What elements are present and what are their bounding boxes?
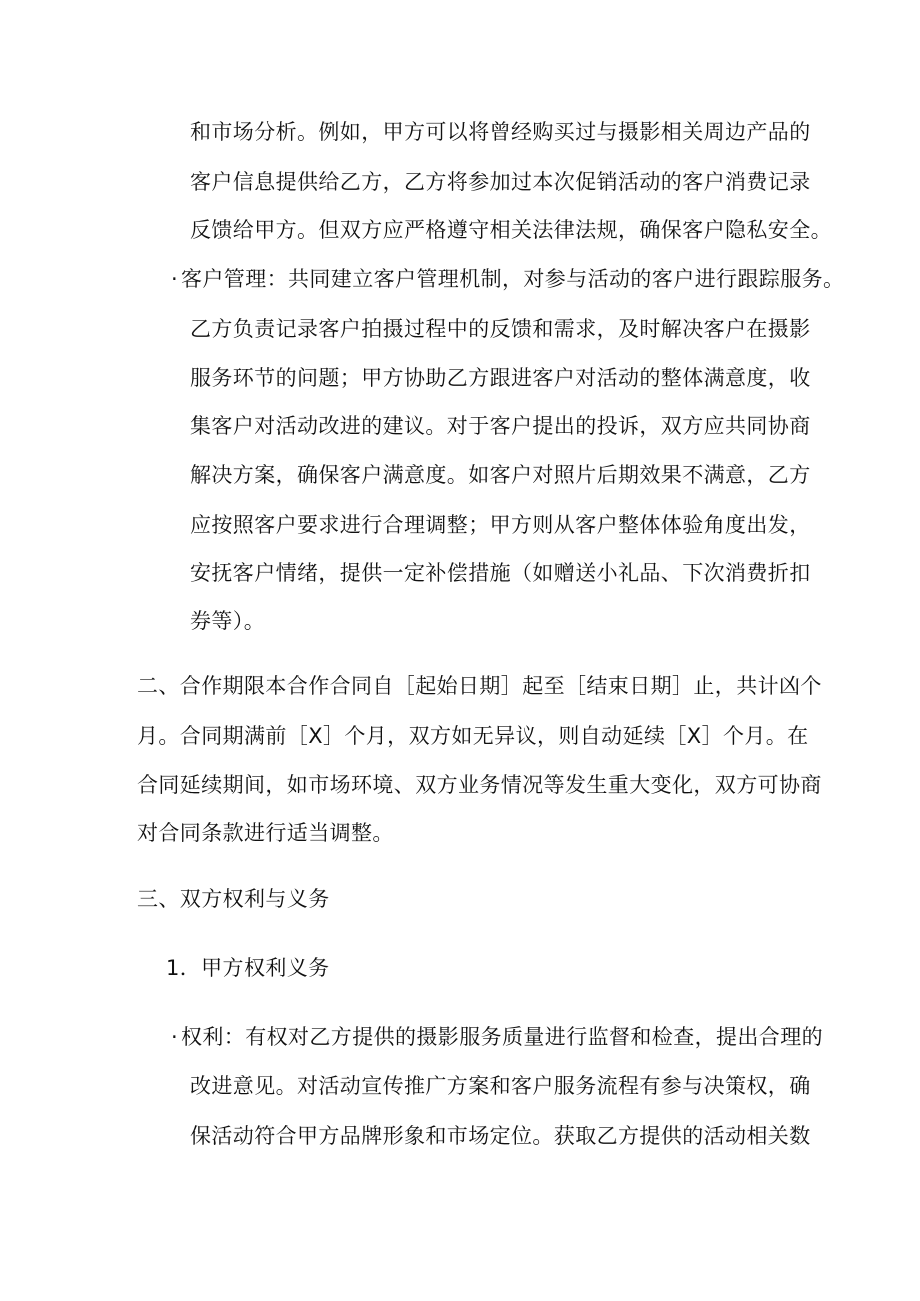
section-paragraph-line: 合同延续期间，如市场环境、双方业务情况等发生重大变化，双方可协商	[137, 773, 822, 797]
section-paragraph-line: 月。合同期满前［X］个月，双方如无异议，则自动延续［X］个月。在	[137, 724, 809, 748]
paragraph-line: 反馈给甲方。但双方应严格遵守相关法律法规，确保客户隐私安全。	[190, 218, 832, 242]
section-heading: 三、双方权利与义务	[137, 887, 330, 911]
paragraph-line: 集客户对活动改进的建议。对于客户提出的投诉，双方应共同协商	[190, 414, 811, 438]
bullet-item-line: 客户管理：共同建立客户管理机制，对参与活动的客户进行跟踪服务。	[181, 267, 845, 291]
paragraph-line: 服务环节的问题；甲方协助乙方跟进客户对活动的整体满意度，收	[190, 366, 811, 390]
section-paragraph-line: 对合同条款进行适当调整。	[137, 821, 394, 845]
bullet-icon: ·	[171, 267, 178, 291]
paragraph-line: 保活动符合甲方品牌形象和市场定位。获取乙方提供的活动相关数	[190, 1124, 811, 1148]
bullet-item-line: 权利：有权对乙方提供的摄影服务质量进行监督和检查，提出合理的	[181, 1025, 823, 1049]
subsection-heading: 1．甲方权利义务	[166, 956, 330, 980]
paragraph-line: 解决方案，确保客户满意度。如客户对照片后期效果不满意，乙方	[190, 463, 811, 487]
paragraph-line: 和市场分析。例如，甲方可以将曾经购买过与摄影相关周边产品的	[190, 120, 811, 144]
bullet-icon: ·	[171, 1025, 178, 1049]
paragraph-line: 改进意见。对活动宣传推广方案和客户服务流程有参与决策权，确	[190, 1074, 811, 1098]
paragraph-line: 券等）。	[190, 609, 266, 633]
paragraph-line: 乙方负责记录客户拍摄过程中的反馈和需求，及时解决客户在摄影	[190, 317, 811, 341]
paragraph-line: 客户信息提供给乙方，乙方将参加过本次促销活动的客户消费记录	[190, 170, 811, 194]
paragraph-line: 应按照客户要求进行合理调整；甲方则从客户整体体验角度出发，	[190, 513, 811, 537]
section-paragraph-line: 二、合作期限本合作合同自［起始日期］起至［结束日期］止，共计凶个	[137, 674, 822, 698]
paragraph-line: 安抚客户情绪，提供一定补偿措施（如赠送小礼品、下次消费折扣	[190, 561, 811, 585]
